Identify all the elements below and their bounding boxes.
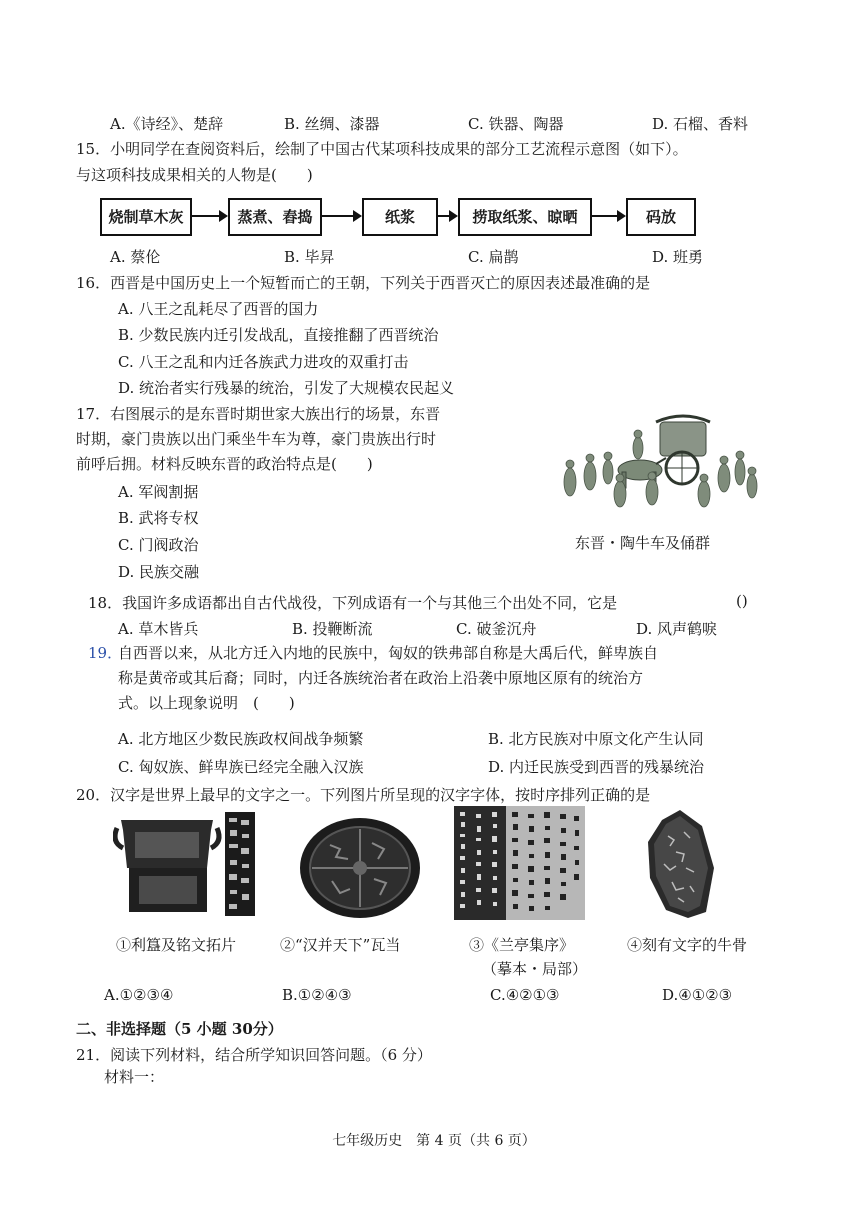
q19-option-c: C. 匈奴族、鲜卑族已经完全融入汉族 [118,758,364,776]
q21-stem: 21．阅读下列材料，结合所学知识回答问题。（6 分） [76,1046,432,1064]
calligraphy-image [454,806,585,920]
q19-stem-line1: 自西晋以来，从北方迁入内地的民族中，匈奴的铁弗部自称是大禹后代，鲜卑族自 [118,644,659,662]
q15-stem-line1: 15．小明同学在查阅资料后，绘制了中国古代某项科技成果的部分工艺流程示意图（如下）。 [76,140,688,158]
q20-option-c: C.④②①③ [490,986,560,1004]
q19-number: 19． [88,644,123,662]
q18-option-a: A. 草木皆兵 [118,620,199,638]
q14-option-c: C. 铁器、陶器 [468,115,564,133]
q17-option-a: A. 军阀割据 [118,483,199,501]
q20-caption-4: ④刻有文字的牛骨 [627,936,748,954]
q15-option-b: B. 毕昇 [284,248,335,266]
q14-option-a: A.《诗经》、楚辞 [110,115,224,133]
q20-option-d: D.④①②③ [662,986,733,1004]
q17-option-b: B. 武将专权 [118,509,199,527]
page-footer: 七年级历史 第 4 页（共 6 页） [332,1133,536,1149]
q20-caption-3: ③《兰亭集序》 [469,936,575,954]
q20-option-a: A.①②③④ [104,986,174,1004]
flow-step-4: 捞取纸浆、晾晒 [458,198,592,236]
q18-stem: 18．我国许多成语都出自古代战役，下列成语有一个与其他三个出处不同，它是 [88,594,618,612]
q15-option-c: C. 扁鹊 [468,248,519,266]
q18-option-d: D. 风声鹤唳 [636,620,718,638]
q20-caption-1: ①利簋及铭文拓片 [116,936,237,954]
flow-arrow-2 [320,215,360,217]
q18-option-b: B. 投鞭断流 [292,620,373,638]
q17-stem-line3: 前呼后拥。材料反映东晋的政治特点是( ) [76,455,373,473]
q16-option-b: B. 少数民族内迁引发战乱，直接推翻了西晋统治 [118,326,439,344]
flow-step-5: 码放 [626,198,696,236]
q21-material-1-label: 材料一： [104,1068,165,1086]
q18-option-c: C. 破釜沉舟 [456,620,537,638]
q17-option-d: D. 民族交融 [118,563,200,581]
q17-stem-line2: 时期，豪门贵族以出门乘坐牛车为尊，豪门贵族出行时 [76,430,437,448]
flow-arrow-3 [436,215,456,217]
q19-option-b: B. 北方民族对中原文化产生认同 [488,730,704,748]
q16-stem: 16．西晋是中国历史上一个短暂而亡的王朝，下列关于西晋灭亡的原因表述最准确的是 [76,274,651,292]
flow-arrow-1 [190,215,226,217]
q16-option-c: C. 八王之乱和内迁各族武力进攻的双重打击 [118,353,409,371]
q19-stem-line3: 式。以上现象说明 ( ) [118,694,295,712]
q14-option-d: D. 石榴、香料 [652,115,749,133]
q20-option-b: B.①②④③ [282,986,352,1004]
q15-stem-line2: 与这项科技成果相关的人物是( ) [76,166,313,184]
flow-step-2: 蒸煮、舂捣 [228,198,322,236]
tile-end-image [296,815,424,921]
oracle-bone-image [640,808,720,920]
q20-caption-2: ②“汉并天下”瓦当 [280,936,401,954]
q16-option-a: A. 八王之乱耗尽了西晋的国力 [118,300,319,318]
q19-option-d: D. 内迁民族受到西晋的残暴统治 [488,758,705,776]
ox-cart-figurines-image [552,412,764,512]
flow-step-3: 纸浆 [362,198,438,236]
bronze-gui-vessel-image [113,808,261,920]
flow-arrow-4 [590,215,624,217]
q17-option-c: C. 门阀政治 [118,536,199,554]
flow-step-1: 烧制草木灰 [100,198,192,236]
q18-answer-paren: () [736,592,748,610]
q16-option-d: D. 统治者实行残暴的统治，引发了大规模农民起义 [118,379,455,397]
q20-stem: 20．汉字是世界上最早的文字之一。下列图片所呈现的汉字字体，按时序排列正确的是 [76,786,651,804]
q19-option-a: A. 北方地区少数民族政权间战争频繁 [118,730,364,748]
q19-stem-line2: 称是黄帝或其后裔；同时，内迁各族统治者在政治上沿袭中原地区原有的统治方 [118,669,644,687]
q14-option-b: B. 丝绸、漆器 [284,115,380,133]
q15-option-a: A. 蔡伦 [110,248,161,266]
q17-stem-line1: 17．右图展示的是东晋时期世家大族出行的场景，东晋 [76,405,441,423]
section-2-heading: 二、非选择题（5 小题 30分） [76,1020,283,1038]
q15-option-d: D. 班勇 [652,248,704,266]
q17-image-caption: 东晋・陶牛车及俑群 [575,534,711,552]
q20-caption-3-sub: （摹本・局部） [482,960,588,978]
